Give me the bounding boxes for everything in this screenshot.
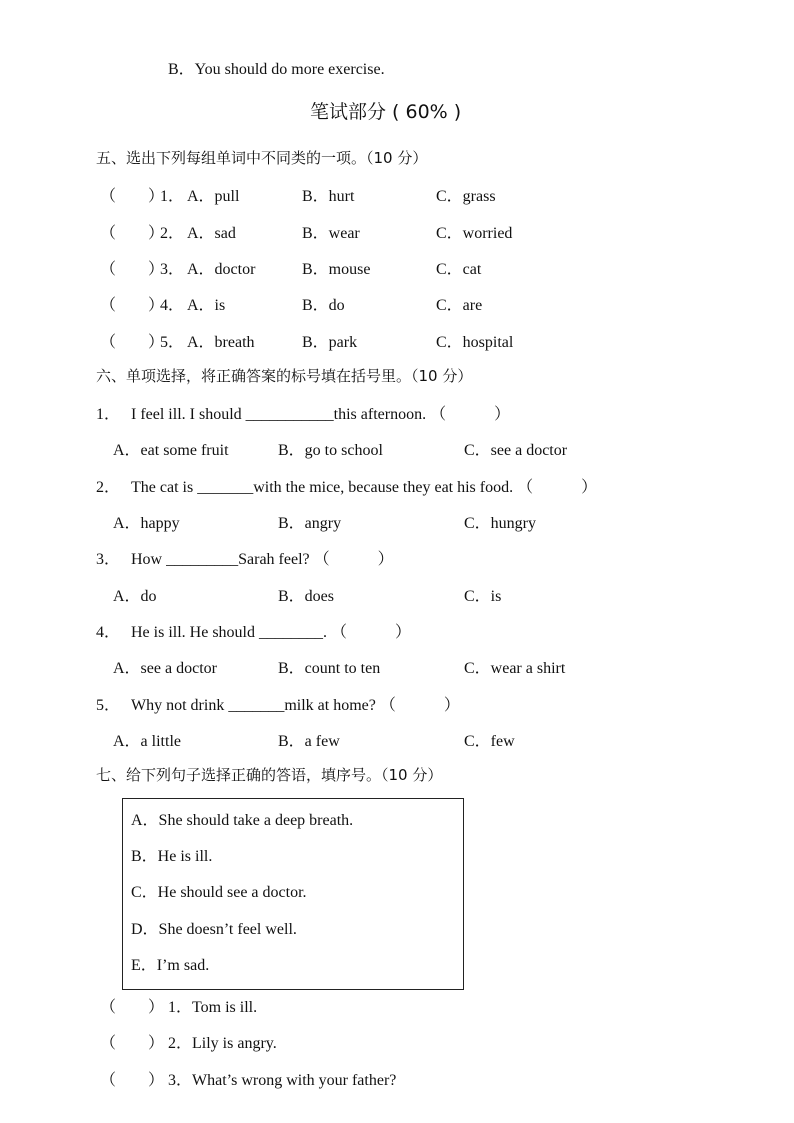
option-c: C．few [464, 733, 515, 750]
question-number: 2． [96, 479, 121, 496]
question-number: 4． [160, 297, 185, 314]
option-c: C．worried [436, 225, 513, 242]
option-a: A．pull [187, 188, 240, 205]
question-text: 2．Lily is angry. [168, 1035, 277, 1052]
written-part-title: 笔试部分 ( 60% ) [310, 101, 462, 123]
question-number: 1． [96, 406, 121, 423]
question-number: 5． [160, 334, 185, 351]
question-number: 2． [160, 225, 185, 242]
answer-bracket[interactable]: （ ） [100, 188, 165, 205]
option-c: C．see a doctor [464, 442, 568, 459]
option-b: B．angry [278, 515, 342, 532]
option-b: B．mouse [302, 261, 371, 278]
answer-bracket[interactable]: （ ） [100, 225, 165, 242]
question-text: 3．What’s wrong with your father? [168, 1072, 397, 1089]
option-a: A．see a doctor [113, 660, 217, 677]
question-text: 1．Tom is ill. [168, 999, 258, 1016]
question-number: 1． [160, 188, 185, 205]
option-b: B．does [278, 588, 335, 605]
answer-bracket[interactable]: （ ） [100, 1072, 165, 1089]
option-b-exercise: B．You should do more exercise. [168, 61, 385, 78]
option-b: B．do [302, 297, 345, 314]
question-number: 4． [96, 624, 121, 641]
box-option-c: C．He should see a doctor. [131, 884, 307, 901]
option-c: C．cat [436, 261, 482, 278]
option-a: A．breath [187, 334, 255, 351]
option-a: A．happy [113, 515, 180, 532]
box-option-b: B．He is ill. [131, 848, 213, 865]
question-number: 3． [160, 261, 185, 278]
option-c: C．is [464, 588, 502, 605]
option-a: A．do [113, 588, 157, 605]
section7-heading: 七、给下列句子选择正确的答语，填序号。（10 分） [96, 766, 443, 784]
answer-bracket[interactable]: （ ） [100, 297, 165, 314]
option-a: A．eat some fruit [113, 442, 229, 459]
question-number: 3． [96, 551, 121, 568]
option-b: B．count to ten [278, 660, 381, 677]
answer-bracket[interactable]: （ ） [100, 334, 165, 351]
option-b: B．go to school [278, 442, 383, 459]
option-c: C．hospital [436, 334, 514, 351]
option-b: B．hurt [302, 188, 355, 205]
section6-heading: 六、单项选择，将正确答案的标号填在括号里。（10 分） [96, 367, 473, 385]
option-b: B．park [302, 334, 358, 351]
option-a: A．doctor [187, 261, 256, 278]
question-text: Why not drink _______milk at home? （ ） [131, 697, 460, 714]
option-c: C．hungry [464, 515, 537, 532]
question-text: The cat is _______with the mice, because they eat his food. （ ） [131, 479, 598, 496]
question-number: 5． [96, 697, 121, 714]
option-c: C．are [436, 297, 483, 314]
option-c: C．grass [436, 188, 496, 205]
option-a: A．is [187, 297, 226, 314]
option-c: C．wear a shirt [464, 660, 566, 677]
box-option-a: A．She should take a deep breath. [131, 812, 354, 829]
option-a: A．a little [113, 733, 181, 750]
option-b: B．a few [278, 733, 340, 750]
option-b: B．wear [302, 225, 360, 242]
question-text: How _________Sarah feel? （ ） [131, 551, 394, 568]
section5-heading: 五、选出下列每组单词中不同类的一项。（10 分） [96, 149, 428, 167]
option-a: A．sad [187, 225, 236, 242]
question-text: He is ill. He should ________. （ ） [131, 624, 411, 641]
answer-bracket[interactable]: （ ） [100, 1035, 165, 1052]
box-option-e: E．I’m sad. [131, 957, 210, 974]
answer-bracket[interactable]: （ ） [100, 261, 165, 278]
answer-bracket[interactable]: （ ） [100, 999, 165, 1016]
question-text: I feel ill. I should ___________this afternoon. （ ） [131, 406, 511, 423]
box-option-d: D．She doesn’t feel well. [131, 921, 297, 938]
